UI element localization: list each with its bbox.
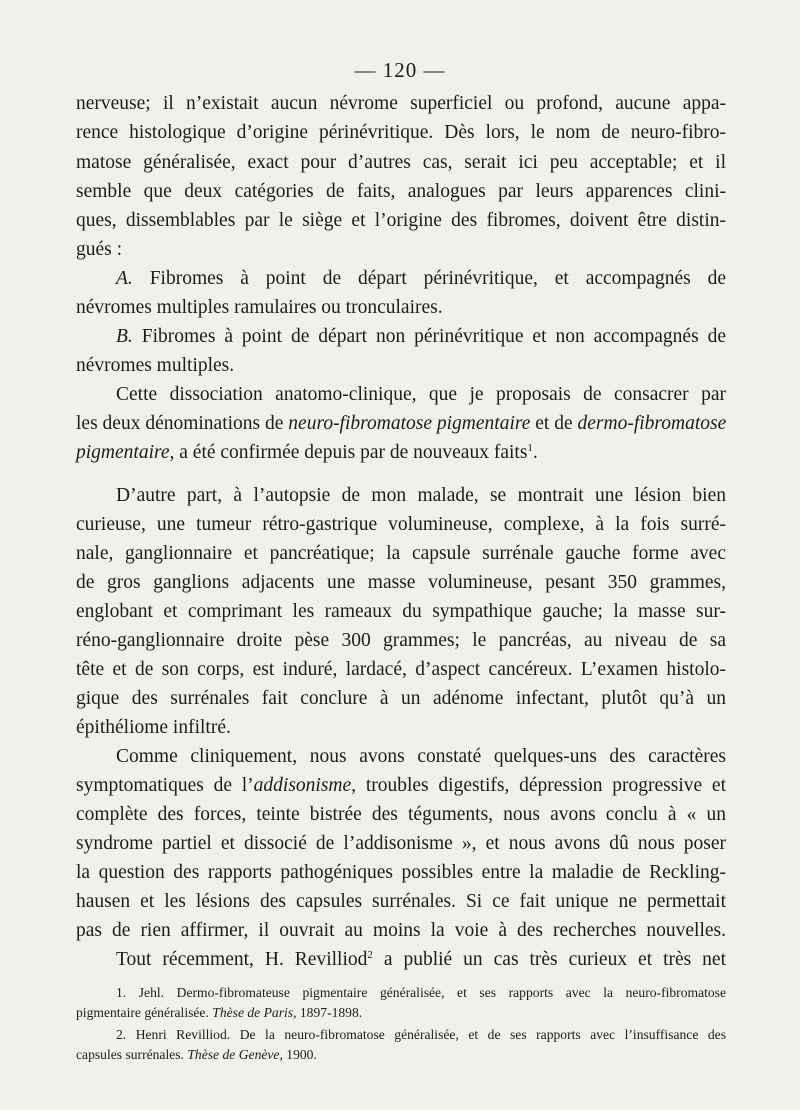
item-a-text: Fibromes à point de départ périnévritique, et accompagnés de bbox=[149, 268, 727, 289]
footnote-1-line: pigmentaire généralisée. Thèse de Paris, 1897-1898. bbox=[76, 1005, 363, 1020]
text-line: nerveuse; il n’existait aucun névrome superficiel ou profond, aucune appa- bbox=[76, 93, 726, 114]
footnote-1-line: 1. Jehl. Dermo-fibromateuse pigmentaire généralisée, et ses rapports avec la neuro-fibromatose bbox=[116, 985, 726, 1000]
term-dermo-fibromatose: dermo-fibromatose bbox=[577, 413, 727, 434]
term-pigmentaire: pigmentaire, bbox=[76, 442, 175, 463]
text-line: pigmentaire, a été confirmée depuis par de nouveaux faits$^1$. bbox=[76, 442, 538, 463]
text-line: réno-ganglionnaire droite pèse 300 grammes; le pancréas, au niveau de sa bbox=[76, 630, 726, 651]
item-b-text: Fibromes à point de départ non périnévritique et non accompagnés de bbox=[141, 326, 726, 347]
term-addisonisme: addisonisme, bbox=[253, 775, 357, 796]
text-line: pas de rien affirmer, il ouvrait au moins la voie à des recherches nouvelles. bbox=[76, 920, 726, 941]
footnote-2-line: 2. Henri Revilliod. De la neuro-fibromatose généralisée, et de ses rapports avec l’insuffisance des bbox=[116, 1027, 726, 1042]
text-line bbox=[116, 268, 726, 290]
text-line: hausen et les lésions des capsules surrénales. Si ce fait unique ne permettait bbox=[76, 891, 726, 912]
text-line: névromes multiples ramulaires ou tronculaires. bbox=[76, 297, 443, 318]
text-line: Comme cliniquement, nous avons constaté quelques-uns des caractères bbox=[116, 746, 726, 767]
text-line: D’autre part, à l’autopsie de mon malade, se montrait une lésion bien bbox=[116, 485, 726, 506]
text-line: Tout récemment, H. Revilliod$^2$ a publié un cas très curieux et très net bbox=[116, 949, 727, 970]
text-line: la question des rapports pathogéniques possibles entre la maladie de Reckling- bbox=[76, 862, 726, 883]
text-line: matose généralisée, exact pour d’autres cas, serait ici peu acceptable; et il bbox=[76, 152, 726, 173]
footnote-2-line: capsules surrénales. Thèse de Genève, 1900. bbox=[76, 1047, 317, 1062]
text-line: tête et de son corps, est induré, lardacé, d’aspect cancéreux. L’examen histolo- bbox=[76, 659, 726, 680]
text-line: rence histologique d’origine périnévritique. Dès lors, le nom de neuro-fibro- bbox=[76, 122, 726, 143]
text-line: complète des forces, teinte bistrée des téguments, nous avons conclu à « un bbox=[76, 804, 726, 825]
text-line: de gros ganglions adjacents une masse volumineuse, pesant 350 grammes, bbox=[76, 572, 726, 593]
text-line: semble que deux catégories de faits, analogues par leurs apparences clini- bbox=[76, 181, 726, 202]
page-number: — 120 — bbox=[354, 58, 446, 82]
text-line: nale, ganglionnaire et pancréatique; la capsule surrénale gauche forme avec bbox=[76, 543, 726, 564]
text-line: syndrome partiel et dissocié de l’addisonisme », et nous avons dû nous poser bbox=[76, 833, 726, 854]
text-line: les deux dénominations de neuro-fibromatose pigmentaire et de dermo-fibromatose bbox=[76, 413, 727, 434]
item-b-marker: B. bbox=[116, 326, 133, 347]
text-line: symptomatiques de l’addisonisme, troubles digestifs, dépression progressive et bbox=[76, 775, 726, 796]
text-line bbox=[116, 326, 726, 348]
text-line: curieuse, une tumeur rétro-gastrique volumineuse, complexe, à la fois surré- bbox=[76, 514, 726, 535]
term-neuro-fibromatose: neuro-fibromatose pigmentaire bbox=[288, 413, 531, 434]
footnote-ref-2: 2 bbox=[367, 949, 373, 961]
text-line: gique des surrénales fait conclure à un adénome infectant, plutôt qu’à un bbox=[76, 688, 726, 709]
text-line: ques, dissemblables par le siège et l’origine des fibromes, doivent être distin- bbox=[76, 210, 726, 231]
text-line: Cette dissociation anatomo-clinique, que je proposais de consacrer par bbox=[116, 384, 726, 405]
footnote-ref-1: 1 bbox=[527, 442, 533, 454]
text-line: épithéliome infiltré. bbox=[76, 717, 231, 738]
text-line: englobant et comprimant les rameaux du sympathique gauche; la masse sur- bbox=[76, 601, 726, 622]
text-line: névromes multiples. bbox=[76, 355, 235, 376]
item-a-marker: A. bbox=[116, 268, 133, 289]
text-line: gués : bbox=[76, 239, 123, 260]
